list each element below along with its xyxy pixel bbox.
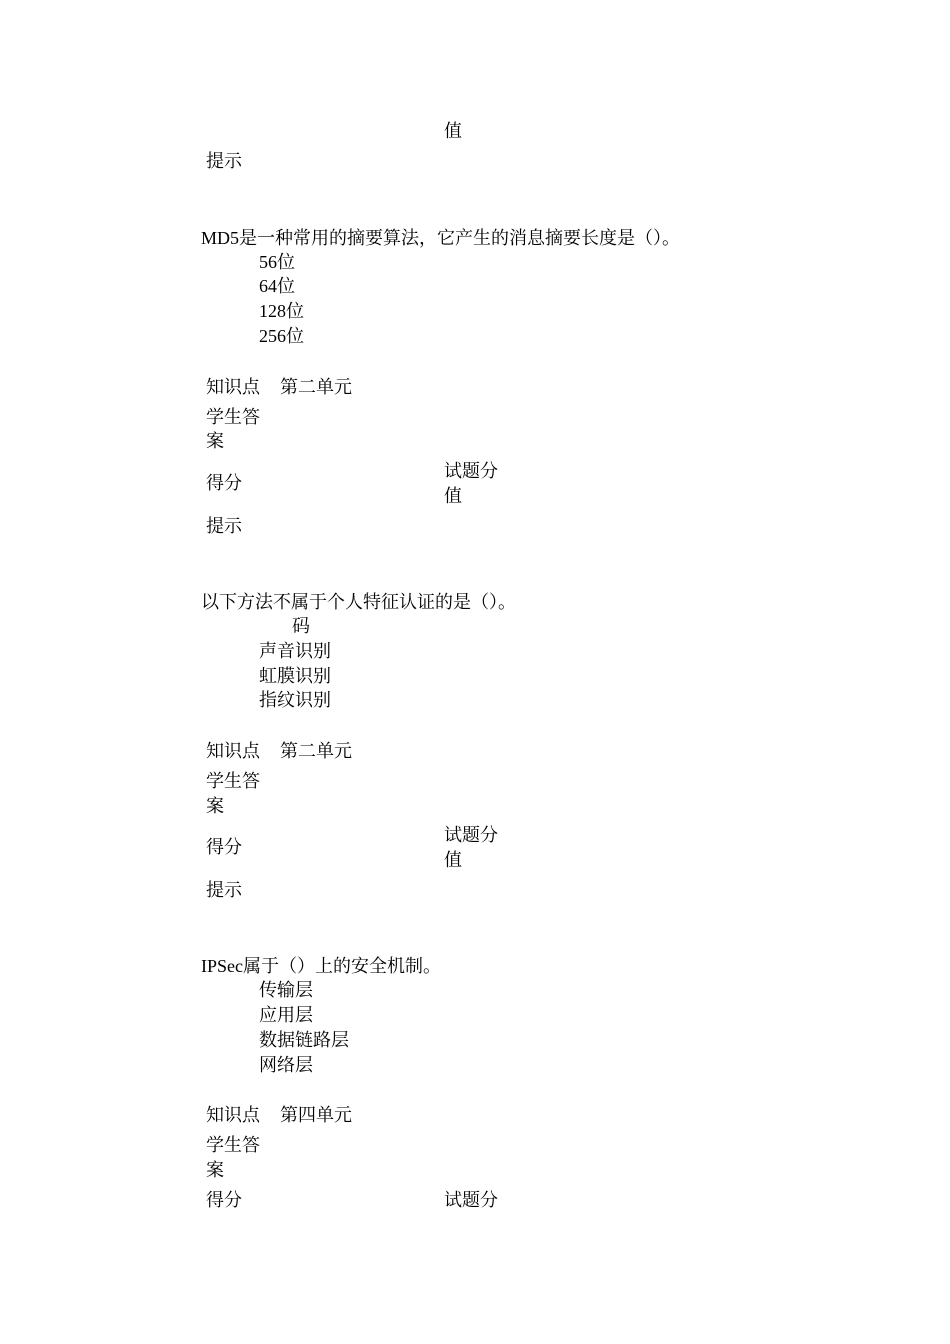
knowledge-value: 第四单元 <box>280 1105 352 1125</box>
student-answer-label-cont: 案 <box>206 1160 224 1180</box>
score-label: 得分 <box>206 1190 242 1210</box>
score-value-label: 试题分 <box>444 825 498 845</box>
option-item: 虹膜识别 <box>259 666 331 686</box>
option-item: 128位 <box>259 301 304 321</box>
knowledge-label: 知识点 <box>206 741 260 761</box>
student-answer-label-cont: 案 <box>206 431 224 451</box>
student-answer-label: 学生答 <box>206 771 260 791</box>
score-label: 得分 <box>206 837 242 857</box>
hint-label: 提示 <box>206 516 242 536</box>
question-stem: IPSec属于（）上的安全机制。 <box>201 956 441 976</box>
question-stem: MD5是一种常用的摘要算法，它产生的消息摘要长度是（）。 <box>201 228 681 248</box>
score-value-label: 试题分 <box>444 1190 498 1210</box>
score-label: 得分 <box>206 473 242 493</box>
hint-label: 提示 <box>206 151 242 171</box>
knowledge-label: 知识点 <box>206 377 260 397</box>
option-item: 应用层 <box>259 1005 313 1025</box>
knowledge-value: 第二单元 <box>280 377 352 397</box>
option-item: 声音识别 <box>259 641 331 661</box>
score-value-label-cont: 值 <box>444 850 462 870</box>
option-item: 数据链路层 <box>259 1030 349 1050</box>
student-answer-label-cont: 案 <box>206 796 224 816</box>
option-item: 码 <box>292 616 310 636</box>
score-value-label: 试题分 <box>444 461 498 481</box>
option-item: 56位 <box>259 252 295 272</box>
student-answer-label: 学生答 <box>206 407 260 427</box>
option-item: 传输层 <box>259 980 313 1000</box>
student-answer-label: 学生答 <box>206 1135 260 1155</box>
option-item: 网络层 <box>259 1055 313 1075</box>
knowledge-value: 第二单元 <box>280 741 352 761</box>
score-value-label-tail: 值 <box>444 121 462 141</box>
option-item: 256位 <box>259 326 304 346</box>
question-stem: 以下方法不属于个人特征认证的是（）。 <box>201 592 516 612</box>
knowledge-label: 知识点 <box>206 1105 260 1125</box>
score-value-label-cont: 值 <box>444 486 462 506</box>
hint-label: 提示 <box>206 880 242 900</box>
option-item: 64位 <box>259 276 295 296</box>
option-item: 指纹识别 <box>259 690 331 710</box>
